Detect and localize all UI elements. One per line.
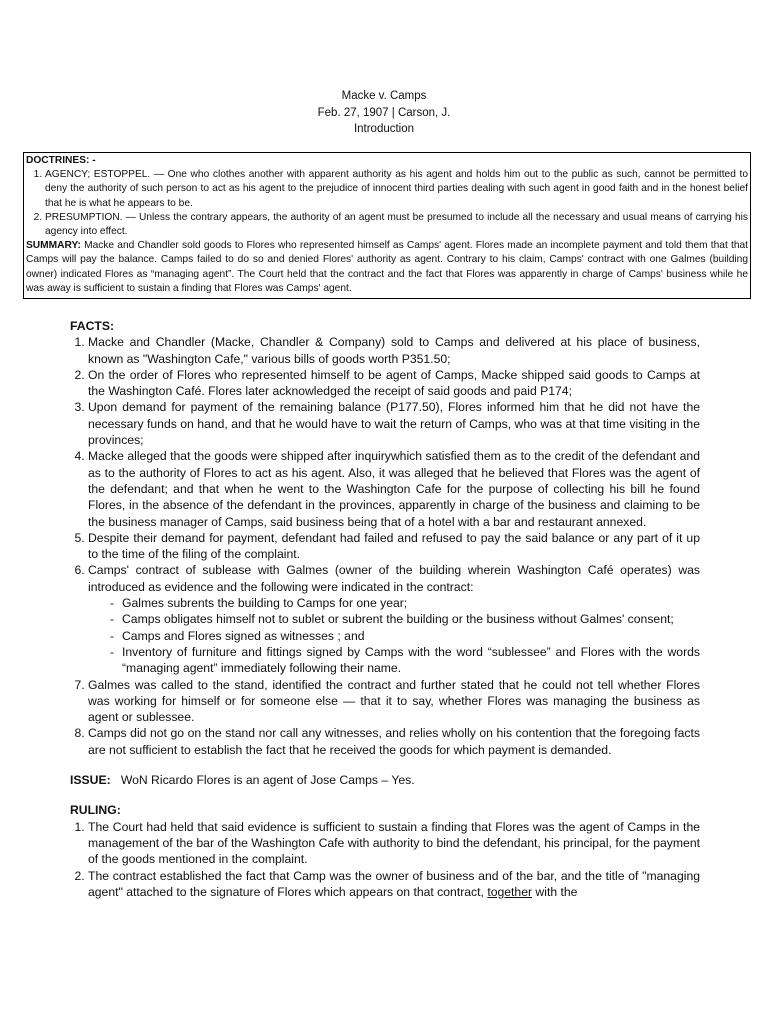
doctrines-summary-box	[23, 152, 751, 299]
ruling-item: 1. The Court had held that said evidence is sufficient to sustain a finding that Flores was the agent of Camps in the management of the bar of the Washington Cafe with authority to bind the defendant, his principal, for the payment of the goods mentioned in the complaint.	[88, 819, 700, 868]
fact-item: 3. Upon demand for payment of the remaining balance (P177.50), Flores informed him that he did not have the necessary funds on hand, and that he would have to wait the return of Camps, who was at that time visiting in the provinces;	[88, 399, 700, 448]
case-title: Macke v. Camps	[341, 90, 427, 102]
fact-item: 4. Macke alleged that the goods were shipped after inquirywhich satisfied them as to the credit of the defendant and as to the authority of Flores to act as his agent. Also, it was alleged that he believed that Flores was the agent of the defendant; and that when he went to the Washington Cafe for the purpose of collecting his bill he found Flores, in the absence of the defendant in the provinces, apparently in charge of the business and claiming to be the business manager of Camps, said business being that of a hotel with a bar and restaurant annexed.	[88, 448, 700, 529]
fact-item: 2. On the order of Flores who represented himself to be agent of Camps, Macke shipped said goods to Camps at the Washington Café. Flores later acknowledged the receipt of said goods and paid P174;	[88, 367, 700, 400]
contract-term: - Camps obligates himself not to sublet or subrent the building or the business without Galmes' consent;	[110, 611, 700, 627]
summary-text: Macke and Chandler sold goods to Flores who represented himself as Camps' agent. Flores made an incomplete payment and told them that that Camps will pay the balance. Camps failed to do so and denied Flores' authority as agent. Contrary to his claim, Camps' contract with one Galmes (building owner) indicated Flores as “managing agent”. The Court held that the contract and the fact that Flores was apparently in charge of Camps' business while he was away is sufficient to sustain a finding that Flores was Camps' agent.	[26, 240, 748, 294]
ruling-item	[88, 868, 700, 901]
fact-item: 5. Despite their demand for payment, defendant had failed and refused to pay the said balance or any part of it up to the time of the filing of the complaint.	[88, 530, 700, 563]
ruling-heading: RULING:	[70, 803, 121, 818]
fact-item	[88, 562, 700, 676]
case-date-judge: Feb. 27, 1907 | Carson, J.	[317, 106, 451, 119]
facts-heading: FACTS:	[70, 319, 115, 333]
ruling-text-cont: with the	[532, 884, 578, 899]
contract-term: - Camps and Flores signed as witnesses ; and	[110, 628, 700, 644]
doctrine-item: 2. PRESUMPTION. — Unless the contrary appears, the authority of an agent must be presumed to include all the necessary and usual means of carrying his agency into effect.	[45, 211, 748, 239]
doctrine-item: 1. AGENCY; ESTOPPEL. — One who clothes another with apparent authority as his agent and holds him out to the public as such, cannot be permitted to deny the authority of such person to act as his agent to the prejudice of innocent third parties dealing with such agent in good faith and in the honest belief that he is what he appears to be.	[45, 168, 748, 211]
summary-label: SUMMARY:	[26, 240, 81, 252]
issue-text: WoN Ricardo Flores is an agent of Jose Camps – Yes.	[120, 773, 415, 788]
contract-term: - Galmes subrents the building to Camps for one year;	[110, 595, 700, 611]
ruling-list	[70, 819, 700, 900]
case-header	[0, 88, 768, 138]
issue-line	[70, 772, 700, 788]
facts-list	[70, 334, 700, 758]
document-body	[70, 318, 700, 900]
underlined-word: together	[487, 884, 533, 899]
contract-term: - Inventory of furniture and fittings signed by Camps with the word “sublessee” and Flores with the words “managing agent” immediately following their name.	[110, 644, 700, 677]
fact-item: 1. Macke and Chandler (Macke, Chandler & Company) sold to Camps and delivered at his place of business, known as "Washington Cafe," various bills of goods worth P351.50;	[88, 334, 700, 367]
fact-item: 7. Galmes was called to the stand, identified the contract and further stated that he could not tell whether Flores was working for himself or for someone else — that it to say, whether Flores was managing the business as agent or sublessee.	[88, 677, 700, 726]
case-section: Introduction	[353, 123, 415, 135]
doctrines-list	[26, 168, 748, 239]
summary-paragraph	[26, 239, 748, 296]
doctrines-label: DOCTRINES: -	[26, 155, 96, 166]
fact-item: 8. Camps did not go on the stand nor call any witnesses, and relies wholly on his contention that the foregoing facts are not sufficient to establish the fact that he received the goods for which payment is demanded.	[88, 725, 700, 758]
ruling-text: The contract established the fact that Camp was the owner of business and of the bar, and the title of "managing agent" attached to the signature of Flores which appears on that contract,	[88, 868, 700, 899]
fact-item-text: Camps' contract of sublease with Galmes (owner of the building wherein Washington Café operates) was introduced as evidence and the following were indicated in the contract:	[88, 563, 700, 594]
contract-terms-list	[88, 595, 700, 676]
issue-label: ISSUE:	[70, 773, 111, 788]
ruling-section	[70, 802, 700, 900]
